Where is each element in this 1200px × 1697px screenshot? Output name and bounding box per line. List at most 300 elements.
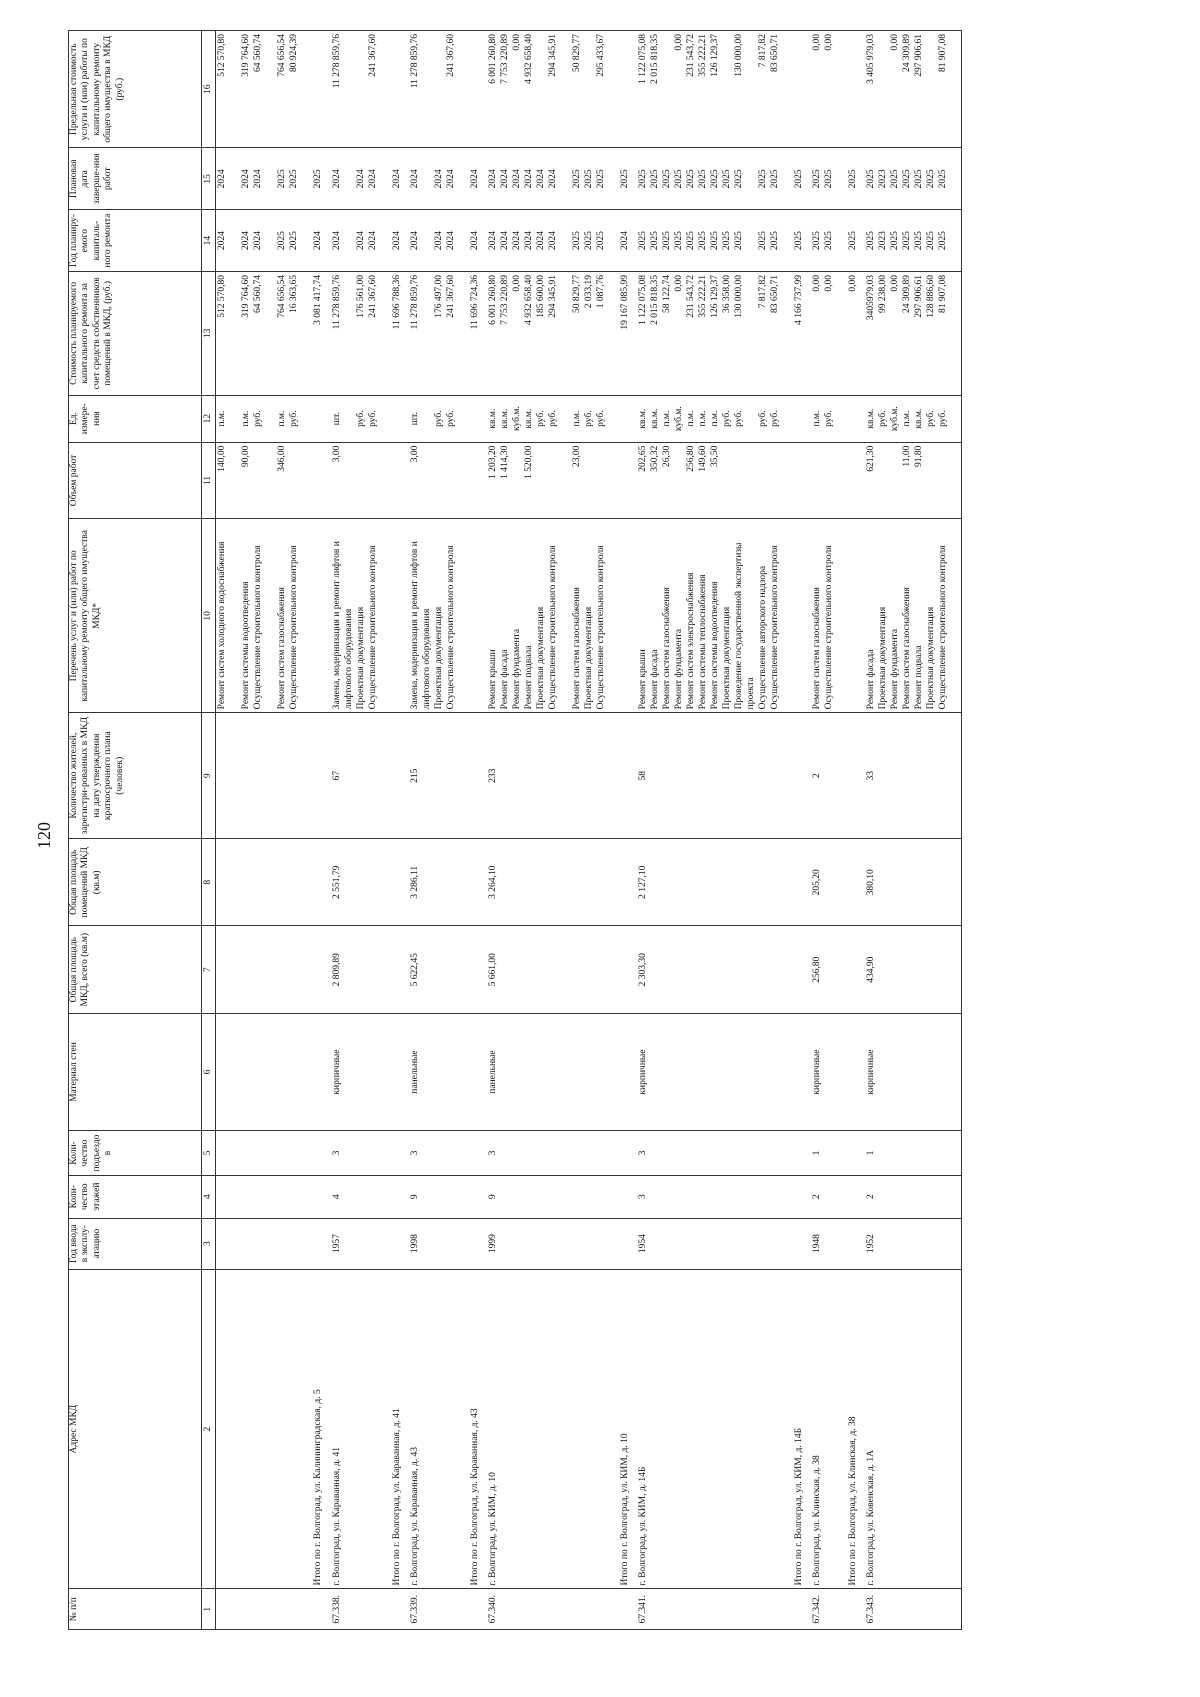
item-limit: 0,00 [890, 34, 901, 51]
total-row [391, 31, 409, 1630]
cell-empty [469, 442, 487, 519]
item-work: Проектная документация [583, 606, 594, 710]
item-year: 2023 [878, 231, 889, 251]
column-header: Общая площадь помещений МКД (кв.м) [69, 839, 202, 926]
item-unit: п.м. [217, 410, 228, 427]
column-header: Год ввода в эксплу-атацию [69, 1218, 202, 1269]
item-cost: 50 829,77 [571, 275, 582, 314]
item-work: Ремонт фасада [650, 649, 661, 710]
item-end: 2024 [355, 169, 366, 189]
item-unit: руб. [878, 410, 889, 427]
item-work: Ремонт систем электроснабжения [686, 572, 697, 710]
item-vol [721, 446, 733, 516]
cell-cost [637, 272, 793, 396]
item-limit: 64 560,74 [253, 34, 264, 72]
cell-limit [331, 31, 391, 148]
cell-cost [216, 272, 313, 396]
item-unit: руб. [770, 410, 781, 427]
item-year: 2024 [241, 231, 252, 251]
cell-empty [619, 713, 637, 839]
column-number: 11 [202, 442, 216, 519]
item-cost: 3405979,03 [866, 275, 877, 321]
cell-empty [312, 1589, 330, 1630]
item-vol: 35,50 [710, 445, 721, 467]
item-year: 2025 [734, 231, 745, 251]
cell-unit [216, 395, 313, 442]
cell-vol [637, 442, 793, 519]
item-limit: 6 001 260,80 [487, 34, 498, 84]
cell-entr: 1 [865, 1131, 962, 1176]
cell-empty [469, 519, 487, 713]
cell-empty [391, 31, 409, 148]
item-work: Ремонт систем газоснабжения [571, 587, 582, 710]
cell-empty [619, 442, 637, 519]
item-unit: руб. [433, 410, 444, 427]
item-work: Ремонт крыши [487, 649, 498, 710]
item-limit [433, 34, 445, 144]
item-unit: п.м. [662, 410, 673, 427]
cell-unit [637, 395, 793, 442]
item-limit: 7 817,82 [758, 34, 769, 68]
building-row [409, 31, 469, 1630]
item-vol [673, 446, 685, 516]
item-work: Проведение государственной экспертизы проекта [734, 542, 757, 710]
item-unit: руб. [355, 410, 366, 427]
cell-empty [793, 1013, 811, 1130]
total-cost: 19 167 085,99 [619, 272, 637, 396]
item-limit: 241 367,60 [367, 34, 378, 77]
item-work: Ремонт системы теплоснабжения [698, 574, 709, 710]
cell-empty [216, 1589, 313, 1630]
item-unit: кв.м. [499, 408, 510, 429]
item-vol [288, 446, 312, 516]
column-number: 5 [202, 1131, 216, 1176]
cell-empty [216, 1218, 313, 1269]
total-cost: 4 166 737,99 [793, 272, 811, 396]
cell-work [865, 519, 962, 713]
item-limit: 294 345,91 [547, 34, 558, 77]
item-end: 2024 [253, 169, 264, 189]
total-row [793, 31, 811, 1630]
item-unit: п.м. [241, 410, 252, 427]
cell-empty [469, 713, 487, 839]
item-vol [355, 446, 367, 516]
item-year: 2024 [409, 231, 420, 251]
item-cost: 4 932 658,40 [523, 275, 534, 325]
cell-empty [216, 926, 313, 1013]
item-work: Ремонт фасада [499, 649, 510, 710]
cell-empty [312, 713, 330, 839]
cell-area2: 205,20 [811, 839, 847, 926]
total-end: 2025 [793, 148, 811, 210]
item-cost: 319 764,60 [241, 275, 252, 318]
item-work: Проектная документация [535, 606, 546, 710]
cell-work [811, 519, 847, 713]
item-end: 2024 [547, 169, 558, 189]
total-end: 2025 [312, 148, 330, 210]
item-end: 2025 [674, 169, 685, 189]
cell-built: 1957 [331, 1218, 391, 1269]
cell-empty [793, 31, 811, 148]
item-end: 2025 [686, 169, 697, 189]
item-cost: 231 543,72 [686, 275, 697, 318]
item-vol: 26,30 [662, 445, 673, 467]
column-header: Стоимость планируемого капитального ремонта за счет средств собственников помещений в МКД, (руб.) [69, 272, 202, 396]
item-year: 2024 [367, 231, 378, 251]
cell-empty [469, 1589, 487, 1630]
cell-year [487, 210, 619, 272]
item-work: Ремонт систем газоснабжения [902, 587, 913, 710]
item-year: 2025 [289, 231, 300, 251]
item-work: Ремонт фундамента [890, 628, 901, 710]
column-header: Год планиру-емого капиталь-ного ремонта [69, 210, 202, 272]
item-unit: руб. [926, 410, 937, 427]
cell-mat: панельные [487, 1013, 619, 1130]
item-work: Осуществление строительного контроля [289, 545, 300, 710]
item-cost: 64 560,74 [253, 275, 264, 314]
total-year: 2024 [619, 210, 637, 272]
cell-empty [619, 839, 637, 926]
cell-limit [811, 31, 847, 148]
item-vol [583, 446, 595, 516]
building-row [811, 31, 847, 1630]
column-number: 7 [202, 926, 216, 1013]
cell-entr: 1 [811, 1131, 847, 1176]
cell-unit [487, 395, 619, 442]
column-number: 1 [202, 1589, 216, 1630]
cell-work [487, 519, 619, 713]
item-end: 2025 [758, 169, 769, 189]
cell-empty [216, 1013, 313, 1130]
item-cost: 297 906,61 [914, 275, 925, 318]
cell-empty [216, 1269, 313, 1589]
total-label: Итого по г. Волгоград, ул. Караванная, д. 41 [391, 1269, 409, 1589]
item-work: Осуществление строительного контроля [938, 545, 949, 710]
cell-empty [847, 713, 865, 839]
item-limit: 297 906,61 [914, 34, 925, 77]
page-number: 120 [34, 822, 54, 849]
item-year: 2025 [638, 231, 649, 251]
total-cost: 3 081 417,74 [312, 272, 330, 396]
item-end: 2025 [638, 169, 649, 189]
item-limit [925, 34, 937, 144]
cell-empty [391, 713, 409, 839]
item-work: Замена, модернизация и ремонт лифтов и лифтового оборудования [331, 541, 354, 710]
cell-end [331, 148, 391, 210]
item-cost: 24 309,89 [902, 275, 913, 314]
item-work: Осуществление строительного контроля [770, 545, 781, 710]
total-end: 2024 [469, 148, 487, 210]
item-cost: 16 363,65 [289, 275, 300, 314]
item-unit: руб. [535, 410, 546, 427]
cell-empty [391, 1589, 409, 1630]
cell-empty [847, 839, 865, 926]
item-year: 2025 [571, 231, 582, 251]
cell-vol [216, 442, 313, 519]
item-vol: 256,80 [686, 445, 697, 472]
cell-no: 67.342. [811, 1589, 847, 1630]
item-work: Ремонт подвала [523, 645, 534, 710]
column-number: 13 [202, 272, 216, 396]
cell-res: 215 [409, 713, 469, 839]
cell-work [637, 519, 793, 713]
item-cost: 83 650,71 [770, 275, 781, 314]
item-cost: 81 907,08 [938, 275, 949, 314]
item-year: 2025 [812, 231, 823, 251]
item-year: 2025 [938, 231, 949, 251]
item-work: Ремонт системы водоотведения [710, 581, 721, 710]
column-header: № п/п [69, 1589, 202, 1630]
cell-year [865, 210, 962, 272]
item-limit: 2 015 818,35 [650, 34, 661, 84]
item-cost: 99 238,00 [878, 275, 889, 314]
item-unit: руб. [824, 410, 835, 427]
item-end: 2025 [698, 169, 709, 189]
total-end: 2025 [847, 148, 865, 210]
item-vol [925, 446, 937, 516]
total-row [847, 31, 865, 1630]
item-limit: 83 650,71 [770, 34, 781, 72]
cell-entr: 3 [409, 1131, 469, 1176]
item-cost: 1 122 075,08 [638, 275, 649, 325]
total-row [312, 31, 330, 1630]
item-unit: руб. [722, 410, 733, 427]
cell-year [331, 210, 391, 272]
cell-year [409, 210, 469, 272]
item-year: 2025 [650, 231, 661, 251]
item-work: Ремонт систем газоснабжения [277, 587, 288, 710]
cell-empty [312, 442, 330, 519]
column-header: Предельная стоимость услуги и (или) работы по капитальному ремонту общего имущества в МКД (руб.) [69, 31, 202, 148]
cell-end [487, 148, 619, 210]
item-work: Осуществление строительного контроля [445, 545, 456, 710]
item-end: 2025 [710, 169, 721, 189]
item-year: 2024 [499, 231, 510, 251]
total-label: Итого по г. Волгоград, ул. Клинская, д. 38 [847, 1269, 865, 1589]
item-year: 2024 [535, 231, 546, 251]
cell-empty [619, 1218, 637, 1269]
item-vol: 1 414,30 [499, 445, 510, 479]
item-cost: 0,00 [824, 275, 835, 292]
item-work: Ремонт систем холодного водоснабжения [217, 541, 228, 710]
item-cost: 0,00 [890, 275, 901, 292]
item-cost: 185 600,00 [535, 275, 546, 318]
item-limit: 231 543,72 [686, 34, 697, 77]
cell-res: 233 [487, 713, 619, 839]
cell-empty [469, 926, 487, 1013]
cell-area2: 2 127,10 [637, 839, 793, 926]
item-cost: 2 015 818,35 [650, 275, 661, 325]
item-limit: 512 570,80 [217, 34, 228, 77]
item-end: 2025 [902, 169, 913, 189]
cell-area2: 3 286,11 [409, 839, 469, 926]
item-year: 2025 [890, 231, 901, 251]
item-work: Осуществление строительного контроля [367, 545, 378, 710]
item-unit: кв.м. [638, 408, 649, 429]
item-vol: 1 520,00 [523, 445, 534, 479]
item-end: 2024 [511, 169, 522, 189]
cell-vol [811, 442, 847, 519]
cell-empty [847, 442, 865, 519]
cell-work [409, 519, 469, 713]
item-work: Ремонт подвала [914, 645, 925, 710]
item-limit: 3 405 979,03 [866, 34, 877, 84]
cell-year [637, 210, 793, 272]
total-row [469, 31, 487, 1630]
cell-vol [331, 442, 391, 519]
building-row [216, 31, 313, 1630]
item-year: 2025 [277, 231, 288, 251]
cell-no: 67.339. [409, 1589, 469, 1630]
cell-empty [216, 1175, 313, 1218]
item-end: 2024 [409, 169, 420, 189]
cell-empty [312, 1175, 330, 1218]
item-year: 2025 [902, 231, 913, 251]
item-end: 2025 [595, 169, 606, 189]
cell-empty [847, 926, 865, 1013]
total-year: 2025 [793, 210, 811, 272]
item-end: 2025 [938, 169, 949, 189]
cell-empty [216, 1131, 313, 1176]
cell-empty [847, 1218, 865, 1269]
item-unit: руб. [938, 410, 949, 427]
cell-area: 2 809,89 [331, 926, 391, 1013]
item-work: Замена, модернизация и ремонт лифтов и лифтового оборудования [409, 541, 432, 710]
item-end: 2024 [535, 169, 546, 189]
item-end: 2025 [583, 169, 594, 189]
cell-mat: кирпичные [637, 1013, 793, 1130]
item-work: Осуществление авторского надзора [758, 565, 769, 710]
cell-empty [793, 519, 811, 713]
cell-unit [811, 395, 847, 442]
item-unit: руб. [583, 410, 594, 427]
item-cost: 6 001 260,80 [487, 275, 498, 325]
cell-addr: г. Волгоград, ул. Караванная, д. 41 [331, 1269, 391, 1589]
total-end: 2025 [619, 148, 637, 210]
cell-empty [312, 1218, 330, 1269]
item-year: 2025 [824, 231, 835, 251]
item-year: 2025 [662, 231, 673, 251]
cell-vol [487, 442, 619, 519]
capital-repair-table [68, 30, 962, 1630]
item-unit: куб.м. [890, 406, 901, 431]
cell-mat: кирпичные [811, 1013, 847, 1130]
cell-empty [312, 395, 330, 442]
item-vol [595, 446, 619, 516]
cell-empty [391, 926, 409, 1013]
cell-end [409, 148, 469, 210]
item-vol: 23,00 [571, 445, 582, 467]
cell-mat: панельные [409, 1013, 469, 1130]
item-year: 2024 [547, 231, 558, 251]
cell-floors: 9 [487, 1175, 619, 1218]
item-end: 2024 [367, 169, 378, 189]
item-end: 2023 [878, 169, 889, 189]
cell-cost [409, 272, 469, 396]
item-unit: п.м. [902, 410, 913, 427]
item-cost: 11 278 859,76 [409, 275, 420, 330]
column-number: 16 [202, 31, 216, 148]
item-year: 2025 [926, 231, 937, 251]
total-label: Итого по г. Волгоград, ул. Калининградская, д. 5 [312, 1269, 330, 1589]
item-vol: 11,00 [902, 445, 913, 467]
item-vol: 90,00 [241, 445, 252, 467]
cell-end [216, 148, 313, 210]
cell-end [865, 148, 962, 210]
cell-empty [312, 926, 330, 1013]
cell-area2: 2 551,79 [331, 839, 391, 926]
item-unit: руб. [367, 410, 378, 427]
item-unit: руб. [595, 410, 606, 427]
item-work: Ремонт фундамента [511, 628, 522, 710]
item-end: 2025 [890, 169, 901, 189]
cell-empty [391, 395, 409, 442]
item-year: 2025 [583, 231, 594, 251]
cell-empty [793, 1218, 811, 1269]
cell-empty [847, 31, 865, 148]
cell-res: 2 [811, 713, 847, 839]
item-unit: руб. [289, 410, 300, 427]
item-limit: 0,00 [674, 34, 685, 51]
item-year: 2024 [217, 231, 228, 251]
item-vol [877, 446, 889, 516]
cell-area: 5 622,45 [409, 926, 469, 1013]
item-cost: 764 656,54 [277, 275, 288, 318]
cell-res: 58 [637, 713, 793, 839]
cell-unit [865, 395, 962, 442]
item-end: 2024 [331, 169, 342, 189]
item-end: 2024 [217, 169, 228, 189]
item-work: Ремонт системы водоотведения [241, 581, 252, 710]
item-end: 2025 [866, 169, 877, 189]
item-limit: 81 907,08 [938, 34, 949, 72]
item-cost: 0,00 [511, 275, 522, 292]
item-vol [511, 446, 523, 516]
item-end: 2025 [650, 169, 661, 189]
cell-empty [619, 1175, 637, 1218]
cell-empty [469, 1175, 487, 1218]
total-cost: 0,00 [847, 272, 865, 396]
item-end: 2024 [241, 169, 252, 189]
cell-empty [312, 1013, 330, 1130]
cell-empty [619, 519, 637, 713]
item-vol [547, 446, 571, 516]
item-vol: 149,60 [698, 445, 709, 472]
item-unit: куб.м. [511, 406, 522, 431]
column-number: 15 [202, 148, 216, 210]
total-cost: 11 696 724,36 [469, 272, 487, 396]
item-limit: 130 000,00 [734, 34, 745, 77]
item-limit: 80 924,39 [289, 34, 300, 72]
item-vol: 621,30 [866, 445, 877, 472]
item-limit [877, 34, 889, 144]
cell-cost [331, 272, 391, 396]
item-vol [367, 446, 391, 516]
item-limit [721, 34, 733, 144]
cell-addr: г. Волгоград, ул. Клинская, д. 38 [811, 1269, 847, 1589]
item-year: 2025 [722, 231, 733, 251]
cell-empty [793, 926, 811, 1013]
column-header: Количество жителей, зарегистри-рованных в МКД на дату утверждения краткосрочного плана (человек) [69, 713, 202, 839]
cell-res: 67 [331, 713, 391, 839]
total-row [619, 31, 637, 1630]
cell-empty [619, 1589, 637, 1630]
cell-empty [469, 395, 487, 442]
item-vol [445, 446, 469, 516]
cell-empty [216, 839, 313, 926]
column-number: 10 [202, 519, 216, 713]
item-limit: 295 433,67 [595, 34, 606, 77]
